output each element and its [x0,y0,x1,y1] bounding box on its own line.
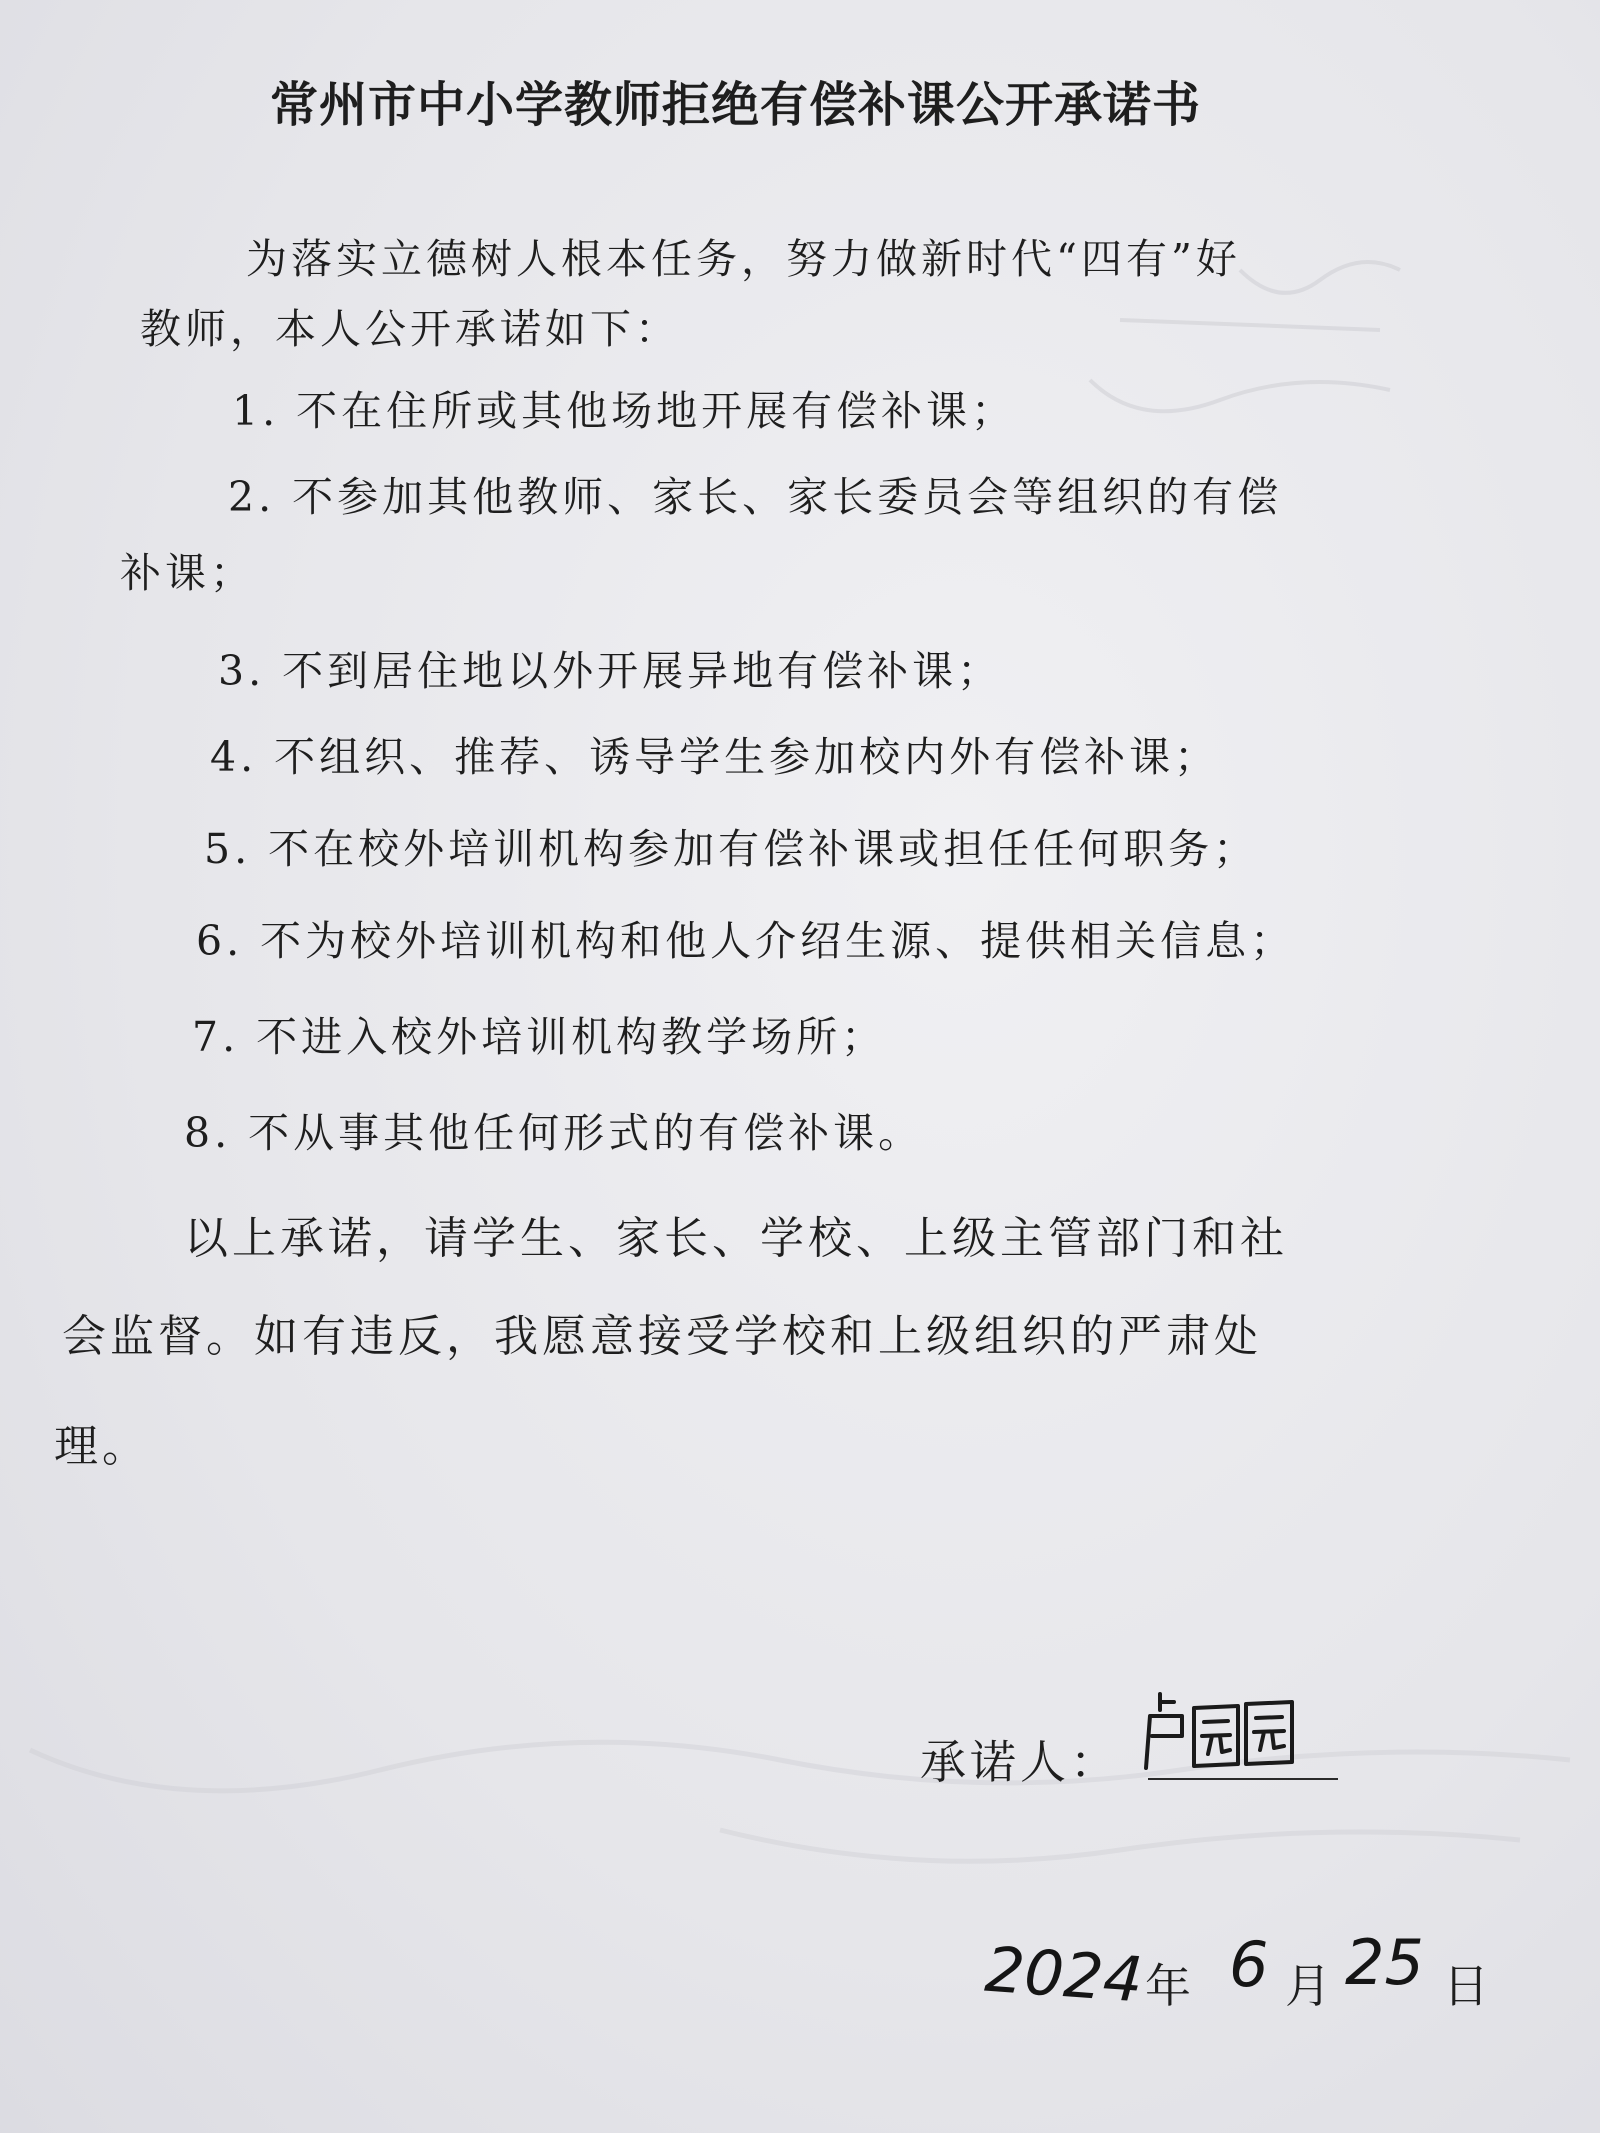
date-month-label: 月 [1285,1959,1331,2013]
date-day-label: 日 [1443,1959,1489,2013]
date-year-label: 年 [1145,1959,1191,2013]
closing-line-2: 会监督。如有违反，我愿意接受学校和上级组织的严肃处 [62,1311,1262,1362]
intro-line-1: 为落实立德树人根本任务，努力做新时代“四有”好 [246,235,1241,283]
item-2: 2. 不参加其他教师、家长、家长委员会等组织的有偿 [228,473,1283,521]
signature-underline [1148,1778,1338,1780]
item-2-continued: 补课； [120,549,255,597]
signature-label: 承诺人： [920,1735,1120,1789]
date-month-handwritten: 6 [1229,1928,1269,2001]
item-7: 7. 不进入校外培训机构教学场所； [192,1013,887,1061]
intro-line-2: 教师，本人公开承诺如下： [140,305,680,353]
handwritten-signature [1142,1688,1302,1778]
item-4: 4. 不组织、推荐、诱导学生参加校内外有偿补课； [210,733,1220,781]
item-5: 5. 不在校外培训机构参加有偿补课或担任任何职务； [204,825,1259,873]
item-1: 1. 不在住所或其他场地开展有偿补课； [232,387,1017,435]
closing-line-3: 理。 [54,1421,150,1472]
item-3: 3. 不到居住地以外开展异地有偿补课； [218,647,1003,695]
signing-date [982,1920,1505,2030]
closing-line-1: 以上承诺，请学生、家长、学校、上级主管部门和社 [184,1213,1288,1264]
signature-block [920,1706,1420,1796]
item-8: 8. 不从事其他任何形式的有偿补课。 [184,1109,924,1157]
date-year-handwritten: 2024 [982,1932,1146,2017]
item-6: 6. 不为校外培训机构和他人介绍生源、提供相关信息； [196,917,1296,965]
document-title: 常州市中小学教师拒绝有偿补课公开承诺书 [270,77,1202,133]
date-day-handwritten: 25 [1345,1926,1424,1999]
